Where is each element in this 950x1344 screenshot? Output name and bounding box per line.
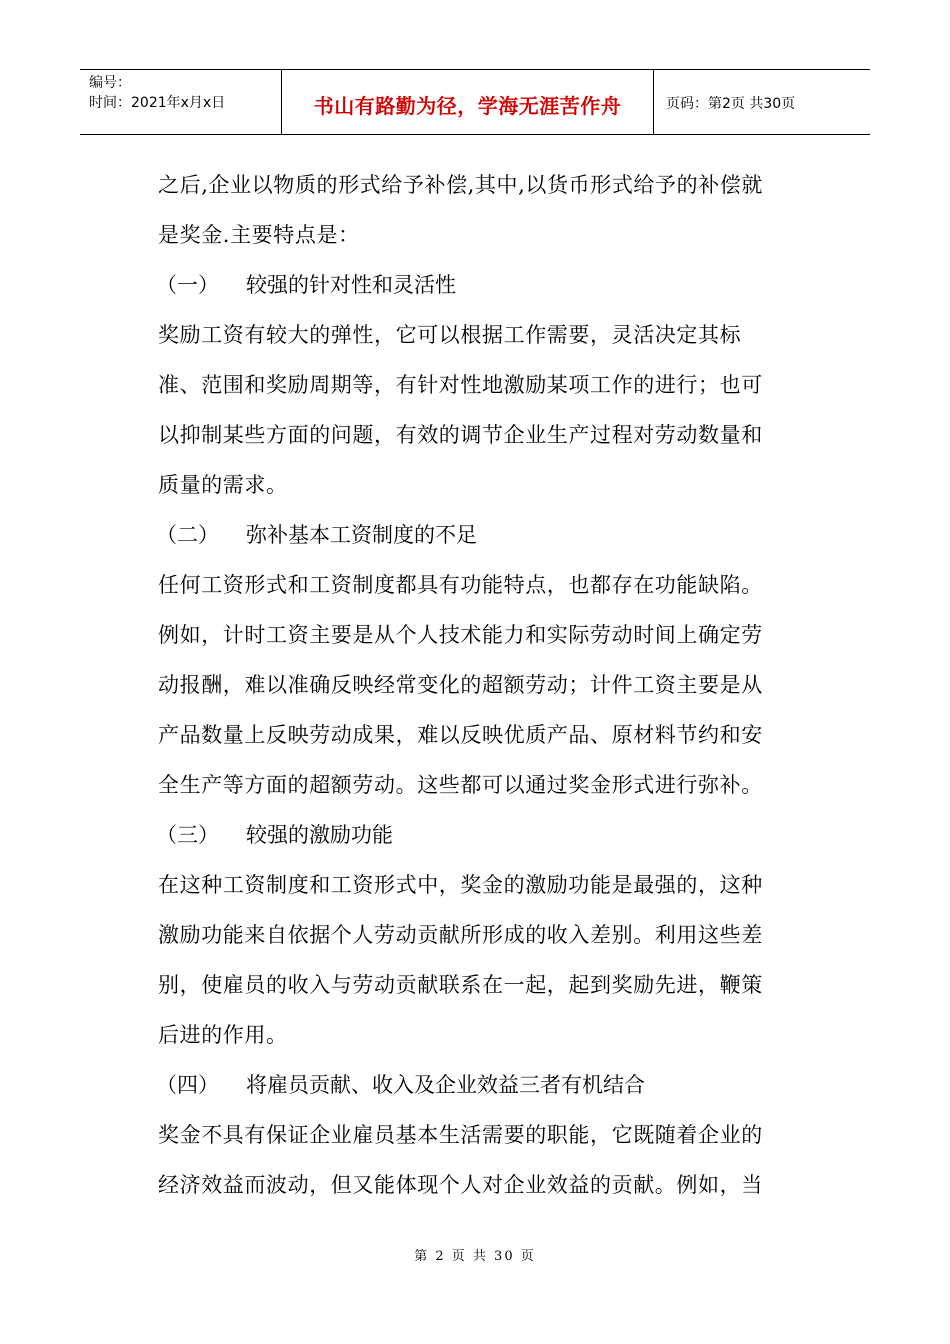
body-line: 质量的需求。 — [158, 473, 288, 497]
section-number: （三） — [156, 823, 219, 847]
body-line: 激励功能来自依据个人劳动贡献所形成的收入差别。利用这些差 — [158, 923, 763, 947]
section-title: 将雇员贡献、收入及企业效益三者有机结合 — [246, 1073, 645, 1097]
page-header-table — [80, 69, 870, 135]
page-info-label: 页码：第2页 共30页 — [666, 96, 796, 112]
section-number: （一） — [156, 273, 219, 297]
body-line: 别，使雇员的收入与劳动贡献联系在一起，起到奖励先进，鞭策 — [158, 973, 763, 997]
motto-text: 书山有路勤为径，学海无涯苦作舟 — [313, 93, 622, 118]
body-line: 例如，计时工资主要是从个人技术能力和实际劳动时间上确定劳 — [158, 623, 763, 647]
header-page-cell — [654, 70, 870, 134]
section-heading-1 — [156, 260, 798, 310]
body-line: 经济效益而波动，但又能体现个人对企业效益的贡献。例如，当 — [158, 1173, 763, 1197]
body-line: 准、范围和奖励周期等，有针对性地激励某项工作的进行；也可 — [158, 373, 763, 397]
page-footer: 第 2 页 共 30 页 — [414, 1249, 536, 1264]
body-line: 全生产等方面的超额劳动。这些都可以通过奖金形式进行弥补。 — [158, 773, 763, 797]
section-title: 弥补基本工资制度的不足 — [246, 523, 477, 547]
body-line: 产品数量上反映劳动成果，难以反映优质产品、原材料节约和安 — [158, 723, 763, 747]
section-heading-2 — [156, 510, 798, 560]
section-number: （四） — [156, 1073, 219, 1097]
body-line: 奖励工资有较大的弹性，它可以根据工作需要，灵活决定其标 — [158, 323, 742, 347]
body-line: 任何工资形式和工资制度都具有功能特点，也都存在功能缺陷。 — [158, 573, 763, 597]
body-line: 是奖金.主要特点是： — [158, 223, 360, 247]
section-title: 较强的激励功能 — [246, 823, 393, 847]
header-meta-cell — [80, 70, 282, 134]
section-heading-3 — [156, 810, 798, 860]
section-title: 较强的针对性和灵活性 — [246, 273, 456, 297]
body-line: 奖金不具有保证企业雇员基本生活需要的职能，它既随着企业的 — [158, 1123, 763, 1147]
section-number: （二） — [156, 523, 219, 547]
header-motto-cell — [282, 70, 654, 134]
body-line: 动报酬，难以准确反映经常变化的超额劳动；计件工资主要是从 — [158, 673, 763, 697]
body-line: 以抑制某些方面的问题，有效的调节企业生产过程对劳动数量和 — [158, 423, 763, 447]
serial-number-label: 编号： — [89, 75, 131, 91]
section-heading-4 — [156, 1060, 798, 1110]
body-line: 之后,企业以物质的形式给予补偿,其中,以货币形式给予的补偿就 — [158, 173, 764, 197]
body-line: 在这种工资制度和工资形式中，奖金的激励功能是最强的，这种 — [158, 873, 763, 897]
date-label: 时间：2021年x月x日 — [89, 95, 226, 111]
body-line: 后进的作用。 — [158, 1023, 288, 1047]
document-body — [158, 160, 798, 1210]
